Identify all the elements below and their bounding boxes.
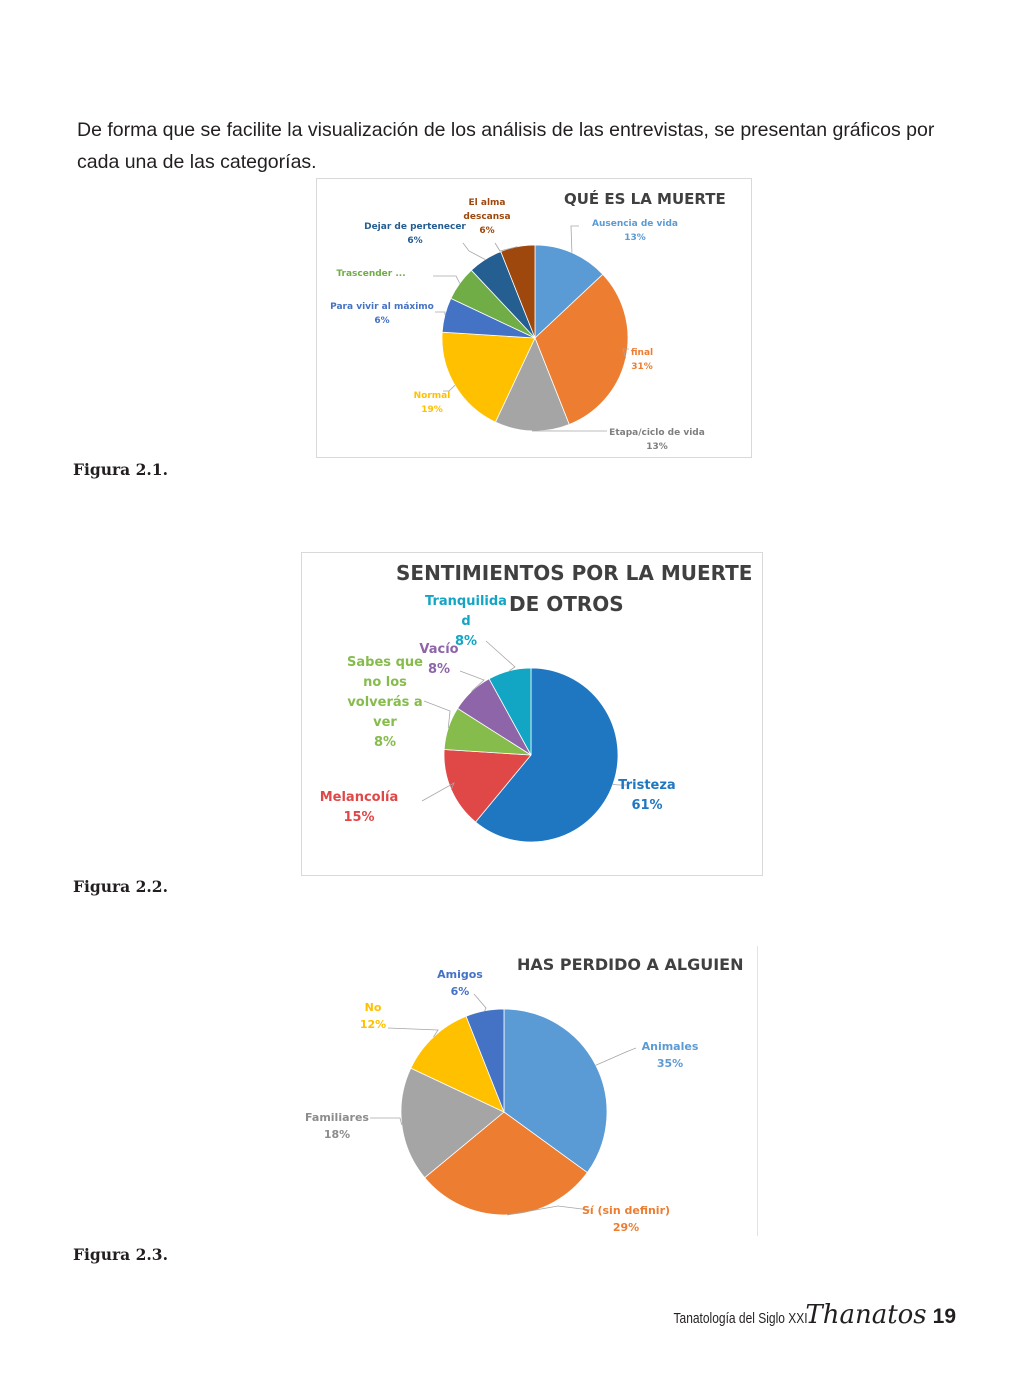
data-label: Vacío [419, 642, 459, 657]
data-label: Amigos [437, 968, 483, 981]
leader-line [474, 994, 486, 1011]
data-label: ver [373, 715, 397, 730]
leader-line [422, 783, 454, 801]
intro-paragraph: De forma que se facilite la visualización de los análisis de las entrevistas, se presentan gráficos por cada una de las categorías. [77, 118, 935, 173]
data-label-percent: 19% [421, 405, 443, 415]
data-label-percent: 6% [479, 226, 495, 236]
leader-line [486, 641, 515, 671]
data-label: descansa [463, 212, 511, 222]
data-label: volverás a [347, 695, 423, 710]
data-label-percent: 31% [631, 362, 653, 372]
leader-line [388, 1028, 438, 1037]
data-label-percent: 8% [427, 662, 451, 677]
data-label-percent: 8% [373, 735, 397, 750]
data-label: No [364, 1001, 382, 1014]
leader-line [433, 276, 460, 283]
data-label: no los [363, 675, 407, 690]
data-label-percent: 61% [631, 798, 663, 813]
leader-line [571, 226, 579, 253]
data-label-percent: 8% [454, 634, 478, 649]
chart-2-svg [302, 553, 762, 875]
data-label: Ausencia de vida [591, 219, 679, 229]
page-number: 19 [932, 1305, 956, 1328]
chart-1-svg [317, 179, 751, 457]
data-label: Sí (sin definir) [581, 1204, 671, 1217]
data-label-percent: 13% [646, 442, 668, 452]
chart-3-title: HAS PERDIDO A ALGUIEN [517, 955, 744, 974]
leader-line [435, 312, 445, 315]
chart-2-title: DE OTROS [509, 592, 624, 616]
data-label: Normal [413, 391, 451, 401]
chart-3-svg [296, 946, 757, 1236]
data-label-percent: 15% [343, 810, 375, 825]
data-label: Melancolía [319, 790, 399, 805]
figure-caption-3: Figura 2.3. [73, 1245, 168, 1264]
pie-chart-que-es-la-muerte [316, 178, 752, 458]
chart-1-title: QUÉ ES LA MUERTE [564, 190, 726, 208]
data-label-percent: 6% [374, 316, 390, 326]
pie-chart-sentimientos [301, 552, 763, 876]
data-label: d [461, 614, 471, 629]
data-label-percent: 18% [323, 1128, 351, 1141]
leader-line [370, 1118, 402, 1125]
footer-brand-logo: Thanatos [805, 1300, 927, 1330]
data-label: Dejar de pertenecer [364, 222, 466, 232]
data-label-percent: 6% [450, 985, 470, 998]
leader-line [424, 701, 450, 728]
footer-journal-title: Tanatología del Siglo XXI [673, 1310, 808, 1327]
data-label-percent: 6% [407, 236, 423, 246]
leader-line [463, 243, 485, 259]
data-label: Sabes que [347, 655, 423, 670]
data-label: Etapa/ciclo de vida [609, 428, 705, 438]
data-label-percent: 13% [624, 233, 646, 243]
chart-2-title: SENTIMIENTOS POR LA MUERTE [396, 561, 753, 585]
page-footer [640, 1300, 956, 1330]
data-label-percent: 29% [612, 1221, 640, 1234]
data-label: Familiares [305, 1111, 369, 1124]
data-label: El alma [468, 198, 506, 208]
data-label: Trascender ... [336, 269, 406, 279]
figure-caption-1: Figura 2.1. [73, 460, 168, 479]
data-label-percent: 12% [359, 1018, 387, 1031]
data-label: Tristeza [618, 778, 676, 793]
figure-caption-2: Figura 2.2. [73, 877, 168, 896]
leader-line [596, 1048, 636, 1065]
pie-chart-has-perdido [296, 946, 758, 1236]
data-label: Tranquilida [425, 594, 507, 609]
data-label: Para vivir al máximo [330, 302, 434, 312]
data-label-percent: 35% [656, 1057, 684, 1070]
data-label: Animales [641, 1040, 699, 1053]
data-label: final [630, 348, 654, 358]
